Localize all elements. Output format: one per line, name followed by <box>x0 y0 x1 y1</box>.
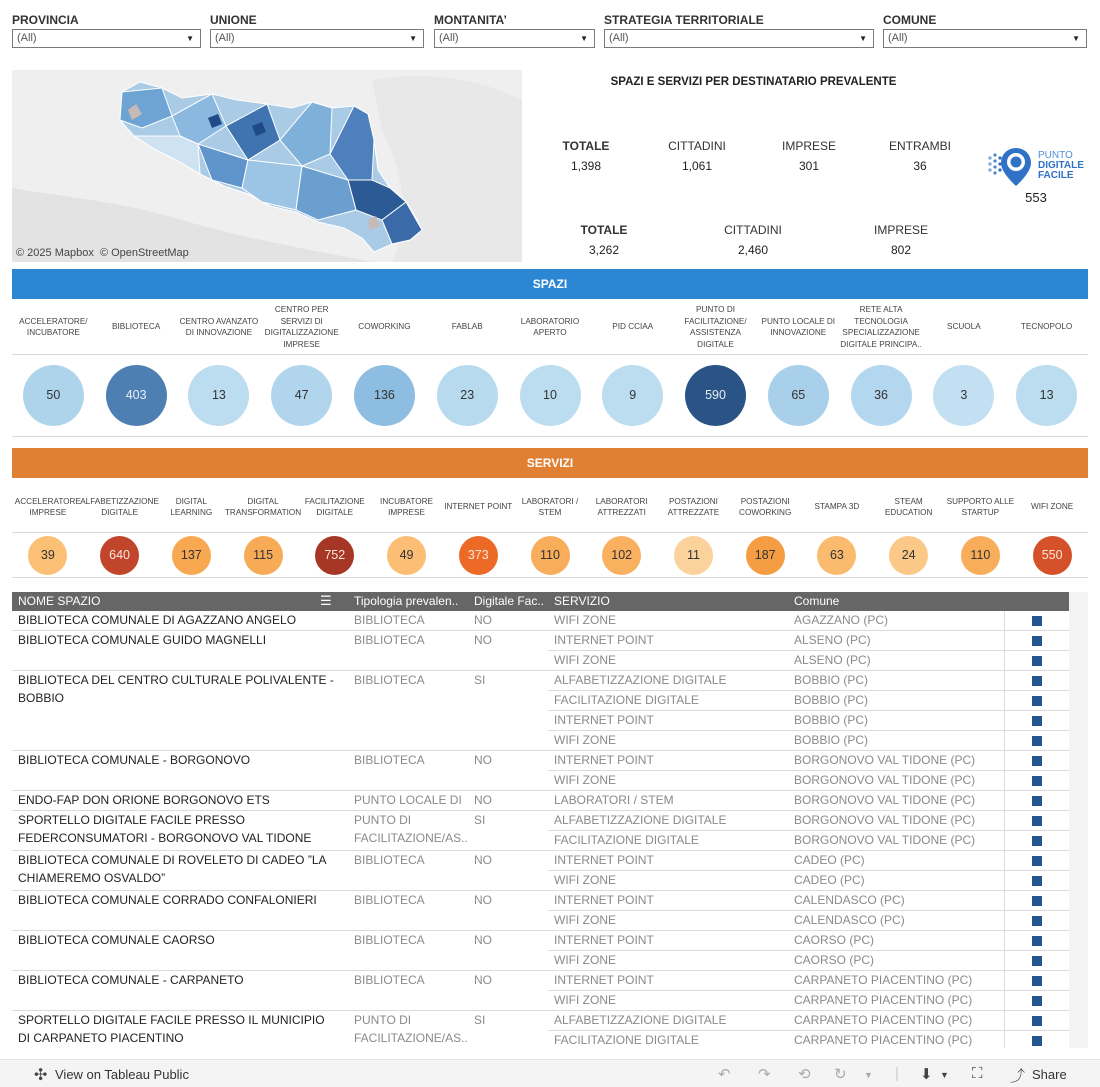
servizi-category-label: LABORATORI / STEM <box>521 496 579 517</box>
table-row-marker[interactable] <box>1032 616 1042 626</box>
kpi-title: SPAZI E SERVIZI PER DESTINATARIO PREVALENTE <box>610 76 897 88</box>
filter-bar <box>12 12 1088 52</box>
servizi-kpi-band <box>531 187 976 217</box>
servizi-category-label: FACILITAZIONE DIGITALE <box>304 496 365 517</box>
kpi-label: CITTADINI <box>724 223 782 237</box>
table-row-marker[interactable] <box>1032 796 1042 806</box>
table-cell-digitale-facile: NO <box>474 633 492 647</box>
servizi-category-bubble[interactable]: 115 <box>244 536 283 575</box>
table-cell-digitale-facile: NO <box>474 613 492 627</box>
servizi-kpi-label: SERVIZI <box>730 195 777 209</box>
table-cell-tipologia: BIBLIOTECA <box>354 633 425 647</box>
mapbox-attribution[interactable]: © 2025 Mapbox <box>16 247 94 259</box>
spazi-category-bubble[interactable]: 10 <box>520 365 581 426</box>
table-row-marker[interactable] <box>1032 656 1042 666</box>
undo-icon[interactable]: ↶ <box>718 1066 731 1083</box>
table-cell-comune: ALSENO (PC) <box>794 653 871 667</box>
spazi-category-bubble[interactable]: 3 <box>933 365 994 426</box>
table-row-marker[interactable] <box>1032 736 1042 746</box>
kpi-value: 3,262 <box>588 243 620 257</box>
table-cell-servizio: INTERNET POINT <box>554 713 654 727</box>
servizi-category-bubble[interactable]: 102 <box>602 536 641 575</box>
spazi-category-label: PID CCIAA <box>612 322 654 332</box>
table-cell-digitale-facile: SI <box>474 673 486 687</box>
spazi-category-label: COWORKING <box>358 322 411 332</box>
table-cell-nome-spazio[interactable]: BIBLIOTECA COMUNALE CORRADO CONFALONIERI <box>18 893 317 907</box>
dropdown-arrow-icon[interactable]: ▼ <box>580 34 588 43</box>
table-cell-servizio: WIFI ZONE <box>554 913 616 927</box>
osm-attribution[interactable]: © OpenStreetMap <box>99 247 189 259</box>
kpi-label: IMPRESE <box>781 139 836 153</box>
table-cell-servizio: LABORATORI / STEM <box>554 793 674 807</box>
punto-digitale-facile-logo <box>986 146 1088 190</box>
kpi-value: 301 <box>798 159 820 173</box>
filter-dropdown[interactable] <box>434 29 595 48</box>
table-cell-servizio: ALFABETIZZAZIONE DIGITALE <box>554 813 727 827</box>
filter-value: (All) <box>609 32 629 44</box>
spazi-kpi-entrambi <box>875 139 965 173</box>
divider <box>12 436 1088 437</box>
filter-provincia[interactable] <box>12 12 201 48</box>
spazi-section-title: SPAZI <box>532 277 568 291</box>
table-cell-tipologia: PUNTO LOCALE DI <box>354 793 462 807</box>
table-cell-digitale-facile: NO <box>474 853 492 867</box>
servizi-category-label: STAMPA 3D <box>814 502 860 512</box>
kpi-label: CITTADINI <box>668 139 726 153</box>
servizi-category-bubble[interactable]: 373 <box>459 536 498 575</box>
table-cell-comune: BORGONOVO VAL TIDONE (PC) <box>794 773 976 787</box>
table-cell-comune: CAORSO (PC) <box>794 953 875 967</box>
servizi-category-label: SUPPORTO ALLE STARTUP <box>946 496 1015 517</box>
dropdown-arrow-icon[interactable]: ▼ <box>859 34 867 43</box>
divider <box>12 532 1088 533</box>
data-table[interactable] <box>12 611 1069 1048</box>
table-cell-servizio: INTERNET POINT <box>554 853 654 867</box>
table-cell-servizio: FACILITAZIONE DIGITALE <box>554 833 699 847</box>
filter-label: STRATEGIA TERRITORIALE <box>604 13 764 27</box>
table-cell-comune: BORGONOVO VAL TIDONE (PC) <box>794 753 976 767</box>
filter-dropdown[interactable] <box>12 29 201 48</box>
table-header <box>12 592 1069 611</box>
table-cell-tipologia: BIBLIOTECA <box>354 853 425 867</box>
filter-label: COMUNE <box>883 13 937 27</box>
map-attribution[interactable] <box>16 247 189 259</box>
punto-digitale-count: 553 <box>1025 190 1047 205</box>
spazi-kpi-band <box>531 103 976 133</box>
table-cell-nome-spazio[interactable]: BIBLIOTECA COMUNALE DI ROVELETO DI CADEO ”LA CHIAMEREMO OSVALDO” <box>18 853 326 885</box>
table-cell-servizio: ALFABETIZZAZIONE DIGITALE <box>554 673 727 687</box>
table-cell-comune: CAORSO (PC) <box>794 933 875 947</box>
table-cell-servizio: FACILITAZIONE DIGITALE <box>554 1033 699 1047</box>
kpi-value: 36 <box>913 159 927 173</box>
table-cell-comune: BOBBIO (PC) <box>794 733 869 747</box>
table-cell-digitale-facile: NO <box>474 793 492 807</box>
col-header-servizio[interactable]: SERVIZIO <box>554 594 610 608</box>
table-cell-comune: BOBBIO (PC) <box>794 673 869 687</box>
servizi-section-header <box>12 448 1088 478</box>
servizi-category-label: STEAM EDUCATION <box>884 496 933 517</box>
filter-value: (All) <box>215 32 235 44</box>
tableau-footer <box>0 1059 1100 1087</box>
table-cell-tipologia: PUNTO DI FACILITAZIONE/AS.. <box>354 1013 468 1045</box>
table-cell-digitale-facile: NO <box>474 893 492 907</box>
share-icon[interactable]: ⤴ <box>1010 1068 1026 1085</box>
table-cell-nome-spazio[interactable]: BIBLIOTECA DEL CENTRO CULTURALE POLIVALENTE - BOBBIO <box>18 673 334 705</box>
download-icon[interactable]: ⬇ <box>920 1066 933 1083</box>
servizi-category-label: DIGITAL LEARNING <box>170 496 213 517</box>
servizi-category-label: LABORATORI ATTREZZATI <box>595 496 648 517</box>
servizi-category-bubble[interactable]: 49 <box>387 536 426 575</box>
table-cell-nome-spazio[interactable]: BIBLIOTECA COMUNALE - BORGONOVO <box>18 753 251 767</box>
table-cell-comune: BORGONOVO VAL TIDONE (PC) <box>794 833 976 847</box>
table-cell-comune: CADEO (PC) <box>794 873 865 887</box>
table-row-marker[interactable] <box>1032 676 1042 686</box>
spazi-kpi-label: SPAZI <box>736 111 771 125</box>
filter-montanita[interactable] <box>434 12 595 48</box>
divider <box>12 577 1088 578</box>
servizi-category-bubble[interactable]: 187 <box>746 536 785 575</box>
spazi-category-bubble[interactable]: 136 <box>354 365 415 426</box>
spazi-category-bubble[interactable]: 65 <box>768 365 829 426</box>
kpi-label: IMPRESE <box>873 223 928 237</box>
column-divider <box>1004 611 1005 1048</box>
filter-label: UNIONE <box>210 13 257 27</box>
table-cell-comune: CARPANETO PIACENTINO (PC) <box>794 973 973 987</box>
table-cell-comune: CARPANETO PIACENTINO (PC) <box>794 1033 973 1047</box>
table-row-marker[interactable] <box>1032 716 1042 726</box>
filter-dropdown[interactable] <box>604 29 874 48</box>
table-row-marker[interactable] <box>1032 1016 1042 1026</box>
table-row-marker[interactable] <box>1032 896 1042 906</box>
servizi-section-title: SERVIZI <box>526 456 574 470</box>
table-cell-nome-spazio[interactable]: BIBLIOTECA COMUNALE CAORSO <box>18 933 215 947</box>
filter-unione[interactable] <box>210 12 424 48</box>
table-cell-tipologia: BIBLIOTECA <box>354 933 425 947</box>
table-cell-comune: CALENDASCO (PC) <box>794 913 905 927</box>
kpi-value: 2,460 <box>737 243 769 257</box>
spazi-kpi-imprese <box>764 139 854 173</box>
spazi-category-bubble[interactable]: 403 <box>106 365 167 426</box>
spazi-section-header <box>12 269 1088 299</box>
spazi-kpi-totale <box>541 139 631 173</box>
filter-dropdown[interactable] <box>210 29 424 48</box>
spazi-category-bubble[interactable]: 13 <box>1016 365 1077 426</box>
table-cell-servizio: WIFI ZONE <box>554 993 616 1007</box>
table-row-marker[interactable] <box>1032 1036 1042 1046</box>
kpi-value: 802 <box>890 243 912 257</box>
servizi-category-label: INCUBATORE IMPRESE <box>380 496 433 517</box>
table-row-marker[interactable] <box>1032 956 1042 966</box>
table-cell-servizio: INTERNET POINT <box>554 893 654 907</box>
redo-icon[interactable]: ↷ <box>758 1066 771 1083</box>
separator: | <box>895 1065 899 1082</box>
servizi-category-label: POSTAZIONI COWORKING <box>739 496 792 517</box>
table-cell-servizio: WIFI ZONE <box>554 953 616 967</box>
servizi-category-bubble[interactable]: 39 <box>28 536 67 575</box>
filter-value: (All) <box>439 32 459 44</box>
spazi-category-bubble[interactable]: 590 <box>685 365 746 426</box>
table-cell-tipologia: BIBLIOTECA <box>354 753 425 767</box>
table-cell-servizio: WIFI ZONE <box>554 873 616 887</box>
table-cell-digitale-facile: NO <box>474 753 492 767</box>
share-button[interactable]: Share <box>1032 1067 1067 1082</box>
table-cell-digitale-facile: SI <box>474 1013 486 1027</box>
table-cell-nome-spazio[interactable]: BIBLIOTECA COMUNALE DI AGAZZANO ANGELO <box>18 613 297 627</box>
servizi-category-bubble[interactable]: 640 <box>100 536 139 575</box>
table-cell-digitale-facile: NO <box>474 933 492 947</box>
servizi-category-bubble[interactable]: 137 <box>172 536 211 575</box>
spazi-category-label: CENTRO PER SERVIZI DI DIGITALIZZAZIONE IMPRESE <box>264 305 339 349</box>
table-cell-comune: AGAZZANO (PC) <box>794 613 889 627</box>
spazi-category-label: BIBLIOTECA <box>112 322 161 332</box>
servizi-category-bubble[interactable]: 110 <box>531 536 570 575</box>
table-row-marker[interactable] <box>1032 996 1042 1006</box>
filter-dropdown[interactable] <box>883 29 1087 48</box>
table-cell-comune: ALSENO (PC) <box>794 633 871 647</box>
logo-text-line1: PUNTO <box>1038 150 1073 161</box>
filter-value: (All) <box>17 32 37 44</box>
spazi-category-bubble[interactable]: 9 <box>602 365 663 426</box>
servizi-category-label: ALFABETIZZAZIONE DIGITALE <box>80 496 159 517</box>
table-cell-tipologia: BIBLIOTECA <box>354 893 425 907</box>
servizi-category-bubble[interactable]: 110 <box>961 536 1000 575</box>
servizi-category-bubble[interactable]: 752 <box>315 536 354 575</box>
table-cell-servizio: INTERNET POINT <box>554 973 654 987</box>
table-row-marker[interactable] <box>1032 756 1042 766</box>
table-cell-tipologia: BIBLIOTECA <box>354 673 425 687</box>
table-row-marker[interactable] <box>1032 976 1042 986</box>
logo-text-line2: DIGITALE <box>1038 160 1084 171</box>
col-header-nome-spazio[interactable]: NOME SPAZIO <box>18 594 101 608</box>
kpi-value: 1,398 <box>570 159 602 173</box>
filter-label: MONTANITA’ <box>434 13 507 27</box>
table-cell-servizio: FACILITAZIONE DIGITALE <box>554 693 699 707</box>
spazi-category-label: TECNOPOLO <box>1020 322 1073 332</box>
view-on-tableau-link[interactable]: View on Tableau Public <box>55 1067 189 1082</box>
dropdown-arrow-icon[interactable]: ▼ <box>409 34 417 43</box>
table-cell-comune: BORGONOVO VAL TIDONE (PC) <box>794 813 976 827</box>
servizi-category-label: DIGITAL TRANSFORMATION <box>224 496 302 517</box>
revert-icon[interactable]: ⟲ <box>798 1066 811 1083</box>
kpi-label: ENTRAMBI <box>888 139 951 153</box>
table-row-marker[interactable] <box>1032 916 1042 926</box>
servizi-category-label: POSTAZIONI ATTREZZATE <box>667 496 720 517</box>
filter-value: (All) <box>888 32 908 44</box>
servizi-category-bubble[interactable]: 63 <box>817 536 856 575</box>
filter-strategia-territoriale[interactable] <box>604 12 874 48</box>
divider <box>12 354 1088 355</box>
table-cell-digitale-facile: SI <box>474 813 486 827</box>
table-cell-tipologia: PUNTO DI FACILITAZIONE/AS.. <box>354 813 468 845</box>
table-cell-servizio: WIFI ZONE <box>554 653 616 667</box>
spazi-category-bubble[interactable]: 13 <box>188 365 249 426</box>
table-cell-servizio: ALFABETIZZAZIONE DIGITALE <box>554 1013 727 1027</box>
table-row-marker[interactable] <box>1032 936 1042 946</box>
spazi-category-bubble[interactable]: 47 <box>271 365 332 426</box>
col-header-tipologia[interactable]: Tipologia prevalen.. <box>354 594 459 608</box>
table-row-marker[interactable] <box>1032 776 1042 786</box>
servizi-category-bubble[interactable]: 550 <box>1033 536 1072 575</box>
table-cell-comune: CARPANETO PIACENTINO (PC) <box>794 993 973 1007</box>
choropleth-map[interactable] <box>12 70 522 262</box>
spazi-category-label: FABLAB <box>451 322 483 332</box>
spazi-category-label: SCUOLA <box>947 322 981 332</box>
servizi-category-bubble[interactable]: 11 <box>674 536 713 575</box>
table-row-marker[interactable] <box>1032 836 1042 846</box>
kpi-label: TOTALE <box>580 223 628 237</box>
logo-text <box>1038 151 1084 181</box>
table-cell-comune: BORGONOVO VAL TIDONE (PC) <box>794 793 976 807</box>
table-cell-tipologia: BIBLIOTECA <box>354 613 425 627</box>
table-row-marker[interactable] <box>1032 876 1042 886</box>
filter-comune[interactable] <box>883 12 1087 48</box>
region-map[interactable] <box>12 70 522 262</box>
table-scrollbar[interactable] <box>1069 592 1088 1048</box>
refresh-icon[interactable]: ↻ <box>834 1066 847 1083</box>
spazi-category-bubble[interactable]: 36 <box>851 365 912 426</box>
table-cell-nome-spazio[interactable]: BIBLIOTECA COMUNALE GUIDO MAGNELLI <box>18 633 267 647</box>
table-cell-nome-spazio[interactable]: SPORTELLO DIGITALE FACILE PRESSO FEDERCONSUMATORI - BORGONOVO VAL TIDONE <box>18 813 312 845</box>
table-cell-digitale-facile: NO <box>474 973 492 987</box>
table-cell-tipologia: BIBLIOTECA <box>354 973 425 987</box>
col-header-digitale-facile[interactable]: Digitale Fac.. <box>474 594 545 608</box>
servizi-category-label: WIFI ZONE <box>1030 502 1074 512</box>
table-cell-servizio: WIFI ZONE <box>554 773 616 787</box>
servizi-category-label: ACCELERATORE IMPRESE <box>14 496 81 517</box>
table-cell-nome-spazio[interactable]: ENDO-FAP DON ORIONE BORGONOVO ETS <box>18 793 270 807</box>
spazi-category-bubble[interactable]: 23 <box>437 365 498 426</box>
table-row-marker[interactable] <box>1032 696 1042 706</box>
dropdown-arrow-icon[interactable]: ▼ <box>186 34 194 43</box>
table-cell-servizio: INTERNET POINT <box>554 753 654 767</box>
table-cell-comune: BOBBIO (PC) <box>794 713 869 727</box>
servizi-kpi-imprese <box>856 223 946 257</box>
spazi-category-bubble[interactable]: 50 <box>23 365 84 426</box>
table-cell-nome-spazio[interactable]: SPORTELLO DIGITALE FACILE PRESSO IL MUNICIPIO DI CARPANETO PIACENTINO <box>18 1013 325 1045</box>
table-cell-comune: CALENDASCO (PC) <box>794 893 905 907</box>
table-cell-nome-spazio[interactable]: BIBLIOTECA COMUNALE - CARPANETO <box>18 973 244 987</box>
sort-icon[interactable]: ☰ <box>320 593 332 608</box>
table-cell-comune: CARPANETO PIACENTINO (PC) <box>794 1013 973 1027</box>
spazi-category-label: ACCELERATORE/ INCUBATORE <box>19 316 88 337</box>
tableau-icon[interactable]: ✣ <box>34 1067 48 1084</box>
servizi-kpi-cittadini <box>708 223 798 257</box>
spazi-kpi-cittadini <box>652 139 742 173</box>
spazi-category-label: LABORATORIO APERTO <box>520 316 580 337</box>
col-header-comune[interactable]: Comune <box>794 594 840 608</box>
logo-text-line3: FACILE <box>1038 170 1074 181</box>
kpi-label: TOTALE <box>562 139 610 153</box>
table-cell-comune: CADEO (PC) <box>794 853 865 867</box>
table-row-marker[interactable] <box>1032 856 1042 866</box>
table-cell-servizio: WIFI ZONE <box>554 613 616 627</box>
filter-label: PROVINCIA <box>12 13 79 27</box>
fullscreen-icon[interactable]: ⛶ <box>972 1065 983 1082</box>
table-cell-comune: BOBBIO (PC) <box>794 693 869 707</box>
download-dropdown-icon[interactable]: ▼ <box>940 1070 949 1080</box>
spazi-category-label: RETE ALTA TECNOLOGIA SPECIALIZZAZIONE DIGITALE PRINCIPA.. <box>840 305 922 349</box>
servizi-category-label: INTERNET POINT <box>444 502 513 512</box>
dropdown-arrow-icon[interactable]: ▼ <box>1072 34 1080 43</box>
servizi-kpi-totale <box>559 223 649 257</box>
table-row-marker[interactable] <box>1032 816 1042 826</box>
spazi-category-label: CENTRO AVANZATO DI INNOVAZIONE <box>179 316 259 337</box>
servizi-category-bubble[interactable]: 24 <box>889 536 928 575</box>
spazi-category-label: PUNTO LOCALE DI INNOVAZIONE <box>761 316 836 337</box>
spazi-category-label: PUNTO DI FACILITAZIONE/ ASSISTENZA DIGITALE <box>684 305 747 349</box>
refresh-dropdown-icon[interactable]: ▼ <box>864 1070 873 1080</box>
table-cell-servizio: WIFI ZONE <box>554 733 616 747</box>
table-cell-servizio: INTERNET POINT <box>554 633 654 647</box>
kpi-value: 1,061 <box>681 159 713 173</box>
table-cell-servizio: INTERNET POINT <box>554 933 654 947</box>
table-row-marker[interactable] <box>1032 636 1042 646</box>
